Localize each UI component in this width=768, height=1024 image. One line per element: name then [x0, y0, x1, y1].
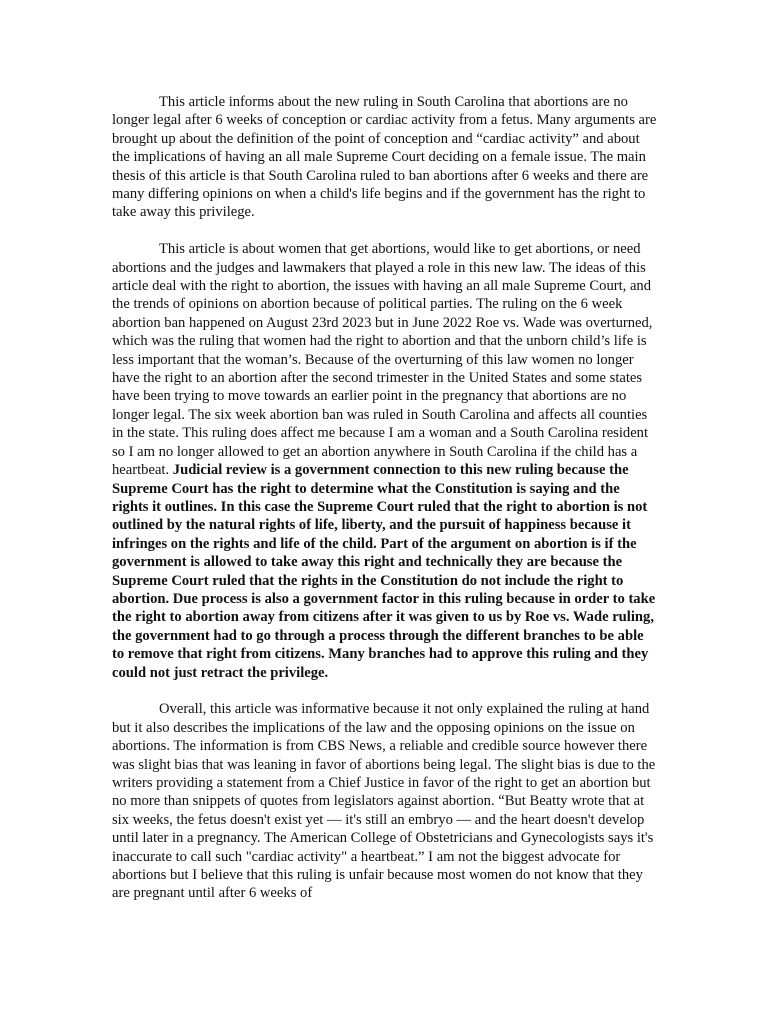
paragraph-summary-text: This article informs about the new ruling in South Carolina that abortions are no longer legal after 6 weeks of conception or cardiac activity from a fetus. Many arguments are brought up about the definition of the point of conception and “cardiac activity” and about the implications of having an all male Supreme Court deciding on a female issue. The main thesis of this article is that South Carolina ruled to ban abortions after 6 weeks and there are many differing opinions on when a child's life begins and if the government has the right to take away this privilege.	[112, 94, 657, 221]
paragraph-evaluation-text: Overall, this article was informative because it not only explained the ruling at hand but it also describes the implications of the law and the opposing opinions on the issue on abortions. The information is from CBS News, a reliable and credible source however there was slight bias that was leaning in favor of abortions being legal. The slight bias is due to the writers providing a statement from a Chief Justice in favor of the right to get an abortion but no more than snippets of quotes from legislators against abortion. “But Beatty wrote that at six weeks, the fetus doesn't exist yet — it's still an embryo — and the heart doesn't develop until later in a pregnancy. The American College of Obstetricians and Gynecologists says it's inaccurate to call such "cardiac activity" a heartbeat.” I am not the biggest advocate for abortions but I believe that this ruling is unfair because most women do not know that they are pregnant until after 6 weeks of	[112, 701, 656, 902]
paragraph-summary	[112, 93, 658, 222]
paragraph-analysis-text: This article is about women that get abortions, would like to get abortions, or need abortions and the judges and lawmakers that played a role in this new law. The ideas of this article deal with the right to abortion, the issues with having an all male Supreme Court, and the trends of opinions on abortion because of political parties. The ruling on the 6 week abortion ban happened on August 23rd 2023 but in June 2022 Roe vs. Wade was overturned, which was the ruling that women had the right to abortion and that the unborn child’s life is less important that the woman’s. Because of the overturning of this law women no longer have the right to an abortion after the second trimester in the United States and some states have been trying to move towards an earlier point in the pregnancy that abortions are no longer legal. The six week abortion ban was ruled in South Carolina and affects all counties in the state. This ruling does affect me because I am a woman and a South Carolina resident so I am no longer allowed to get an abortion anywhere in South Carolina if the child has a heartbeat.	[112, 241, 653, 479]
paragraph-analysis-bold-text: Judicial review is a government connection to this new ruling because the Supreme Court has the right to determine what the Constitution is saying and the rights it outlines. In this case the Supreme Court ruled that the right to abortion is not outlined by the natural rights of life, liberty, and the pursuit of happiness because it infringes on the rights and life of the child. Part of the argument on abortion is if the government is allowed to take away this right and technically they are because the Supreme Court ruled that the rights in the Constitution do not include the right to abortion. Due process is also a government factor in this ruling because in order to take the right to abortion away from citizens after it was given to us by Roe vs. Wade ruling, the government had to go through a process through the different branches to be able to remove that right from citizens. Many branches had to approve this ruling and they could not just retract the privilege.	[112, 462, 656, 681]
paragraph-analysis	[112, 240, 658, 682]
document-body	[112, 93, 658, 921]
paragraph-evaluation	[112, 700, 658, 902]
